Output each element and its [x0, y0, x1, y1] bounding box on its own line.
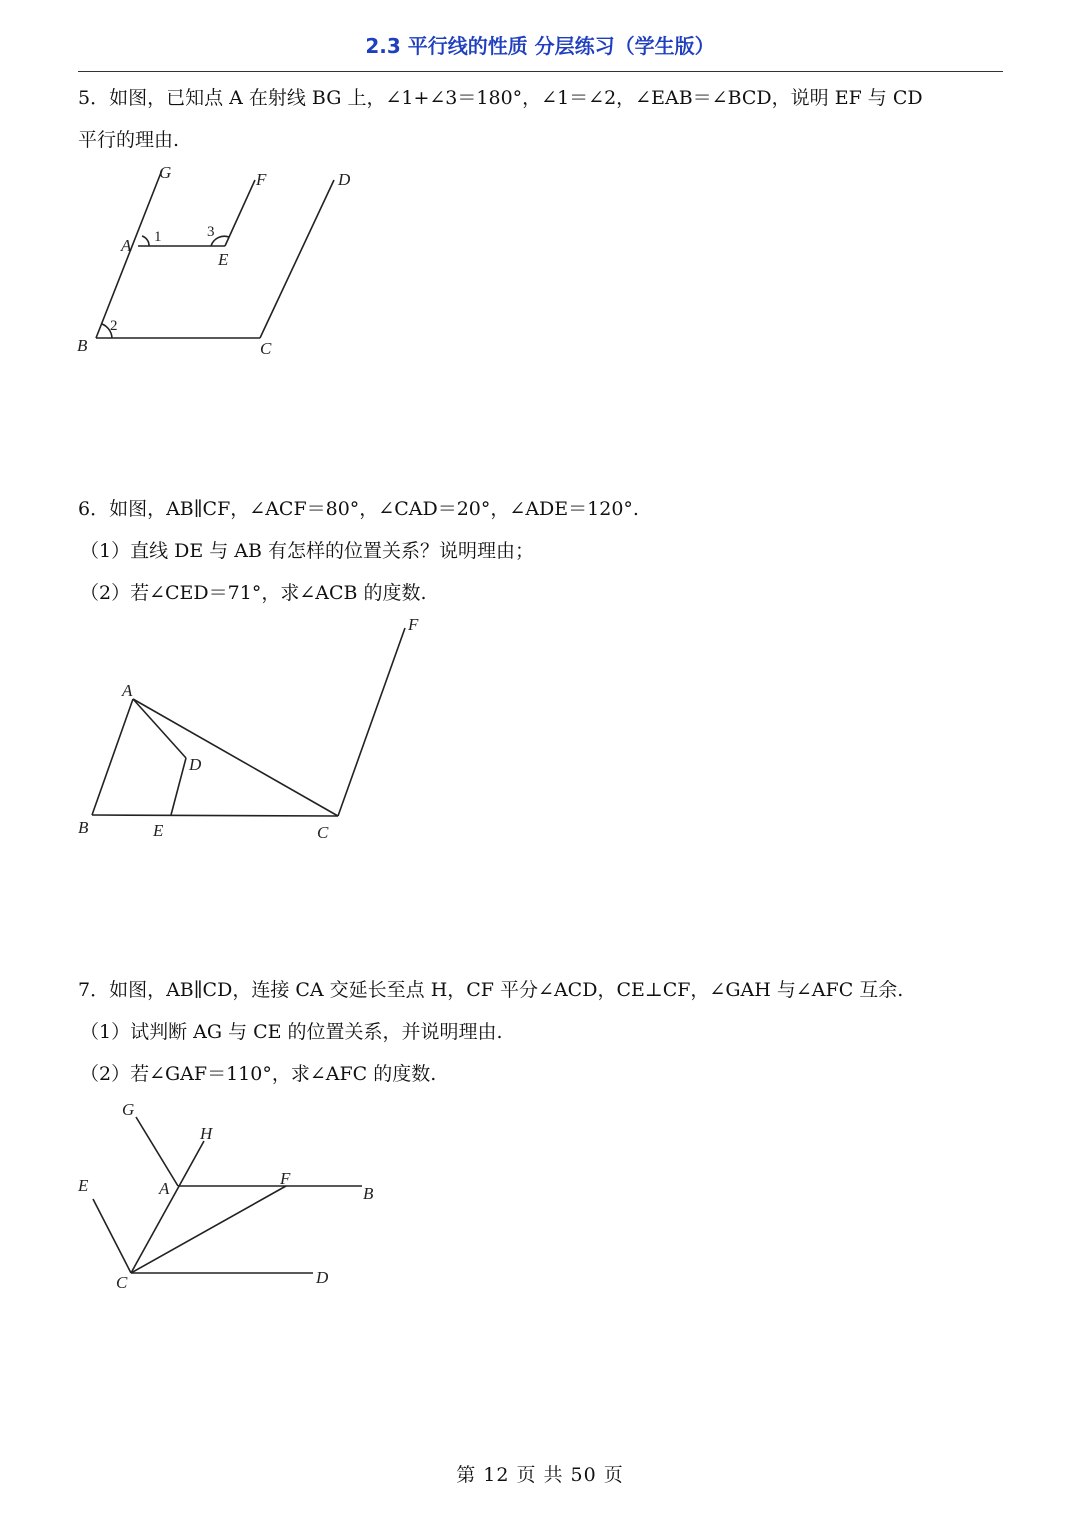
label-F: F — [280, 1169, 291, 1188]
page-header-title: 2.3 平行线的性质 分层练习（学生版） — [365, 34, 715, 58]
problem6-question2: （2）若∠CED＝71°，求∠ACB 的度数. — [80, 582, 427, 604]
line-BC — [92, 815, 338, 816]
label-G: G — [122, 1100, 135, 1119]
label-C: C — [116, 1273, 128, 1292]
line-CE — [93, 1199, 131, 1273]
line-AD — [133, 699, 186, 758]
label-C: C — [317, 823, 329, 842]
label-E: E — [218, 250, 229, 269]
label-angle3: 3 — [207, 224, 215, 240]
label-D: D — [316, 1268, 329, 1287]
angle1-arc — [142, 236, 149, 246]
label-F: F — [408, 615, 419, 634]
problem6-text-line1: 6．如图，AB∥CF，∠ACF＝80°，∠CAD＝20°，∠ADE＝120°. — [78, 498, 639, 520]
label-D: D — [189, 755, 202, 774]
line-CD — [260, 180, 334, 338]
label-B: B — [77, 336, 88, 355]
label-A: A — [121, 236, 132, 255]
label-angle1: 1 — [154, 229, 162, 245]
label-A: A — [159, 1179, 170, 1198]
label-A: A — [122, 681, 133, 700]
problem7-figure — [70, 1095, 390, 1295]
problem6-question1: （1）直线 DE 与 AB 有怎样的位置关系？说明理由； — [80, 540, 535, 562]
label-B: B — [363, 1184, 374, 1203]
line-AG — [136, 1117, 178, 1186]
label-G: G — [159, 163, 172, 182]
problem5-text-line1: 5．如图，已知点 A 在射线 BG 上，∠1+∠3＝180°，∠1＝∠2，∠EAB＝∠BCD，说明 EF 与 CD — [78, 87, 923, 109]
label-angle2: 2 — [110, 318, 118, 334]
problem5-figure — [70, 158, 370, 368]
label-F: F — [256, 170, 267, 189]
label-D: D — [338, 170, 351, 189]
line-EF — [225, 180, 255, 246]
label-C: C — [260, 339, 272, 358]
label-H: H — [200, 1124, 213, 1143]
problem7-question2: （2）若∠GAF＝110°，求∠AFC 的度数. — [80, 1063, 437, 1085]
label-E: E — [153, 821, 164, 840]
problem6-figure — [70, 610, 450, 850]
problem7-text-line1: 7．如图，AB∥CD，连接 CA 交延长至点 H，CF 平分∠ACD，CE⊥CF，∠GAH 与∠AFC 互余. — [78, 979, 904, 1001]
problem5-text-line2: 平行的理由. — [78, 129, 180, 151]
problem7-question1: （1）试判断 AG 与 CE 的位置关系，并说明理由. — [80, 1021, 503, 1043]
line-DE — [171, 758, 186, 815]
label-B: B — [78, 818, 89, 837]
label-E: E — [78, 1176, 89, 1195]
header-divider — [78, 71, 1003, 72]
line-AC — [133, 699, 338, 816]
line-AB — [92, 699, 133, 815]
line-CF — [338, 628, 405, 816]
page-number-footer: 第 12 页 共 50 页 — [456, 1464, 624, 1486]
